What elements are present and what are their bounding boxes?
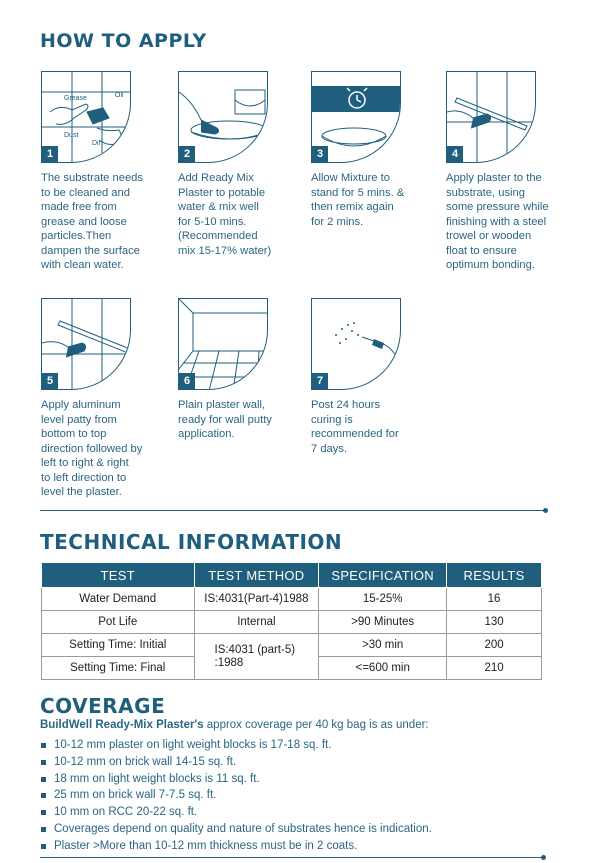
step-5 [41,298,181,500]
list-item: 18 mm on light weight blocks is 11 sq. ft. [40,771,432,788]
cell-spec: >30 min [319,634,447,657]
list-item: 10 mm on RCC 20-22 sq. ft. [40,804,432,821]
table-row [42,634,542,657]
cell-test: Setting Time: Final [42,657,195,680]
step-text: Apply aluminum level patty from bottom to top direction followed by left to right & right to left direction to level the plaster. [41,399,143,498]
cell-method: IS:4031(Part-4)1988 [194,588,319,611]
section-divider [40,510,545,511]
trowel-illustration [446,71,536,163]
cell-test: Pot Life [42,611,195,634]
step-text: The substrate needs to be cleaned and made free from grease and loose particles.Then dampen the surface with clean water. [41,172,143,271]
grease-label: Grease [64,95,87,102]
cell-test: Water Demand [42,588,195,611]
cleaning-illustration [41,71,131,163]
header-test: TEST [42,563,195,588]
table-row [42,611,542,634]
step-2 [178,71,318,258]
footer-divider [40,857,543,858]
list-item: Plaster >More than 10-12 mm thickness must be in 2 coats. [40,838,432,855]
list-item: 10-12 mm on brick wall 14-15 sq. ft. [40,754,432,771]
step-number: 5 [42,373,58,389]
step-number: 3 [312,146,328,162]
step-number: 1 [42,146,58,162]
cell-method: Internal [194,611,319,634]
cell-method-merged: IS:4031 (part-5) :1988 [194,634,319,680]
step-text: Add Ready Mix Plaster to potable water & mix well for 5-10 mins. (Recommended mix 15-17% water) [178,172,272,257]
oil-label: Oil [115,92,124,99]
cell-result: 130 [447,611,542,634]
dirt-label: Dirt [92,140,103,147]
step-text: Plain plaster wall, ready for wall putty application. [178,399,272,440]
step-7 [311,298,451,456]
curing-spray-illustration [311,298,401,390]
header-test-method: TEST METHOD [194,563,319,588]
technical-table [41,562,542,680]
dust-label: Dust [64,132,79,139]
coverage-list [40,737,432,855]
how-to-apply-title: HOW TO APPLY [40,30,207,52]
table-header-row [42,563,542,588]
coverage-intro-text: approx coverage per 40 kg bag is as under: [203,719,429,731]
plain-wall-illustration [178,298,268,390]
step-number: 6 [179,373,195,389]
cell-result: 200 [447,634,542,657]
header-results: RESULTS [447,563,542,588]
step-6 [178,298,318,442]
step-text: Allow Mixture to stand for 5 mins. & then remix again for 2 mins. [311,172,405,228]
cell-spec: >90 Minutes [319,611,447,634]
step-1 [41,71,181,273]
coverage-intro [40,719,429,731]
technical-information-title: TECHNICAL INFORMATION [40,530,343,554]
step-text: Post 24 hours curing is recommended for 7 days. [311,399,399,455]
step-number: 2 [179,146,195,162]
header-specification: SPECIFICATION [319,563,447,588]
list-item: 25 mm on brick wall 7-7.5 sq. ft. [40,787,432,804]
cell-result: 210 [447,657,542,680]
cell-spec: <=600 min [319,657,447,680]
cell-spec: 15-25% [319,588,447,611]
coverage-title: COVERAGE [40,694,166,718]
step-number: 4 [447,146,463,162]
list-item: 10-12 mm plaster on light weight blocks is 17-18 sq. ft. [40,737,432,754]
cell-result: 16 [447,588,542,611]
brand-name: BuildWell Ready-Mix Plaster's [40,719,204,731]
step-number: 7 [312,373,328,389]
cell-test: Setting Time: Initial [42,634,195,657]
alarm-illustration [311,71,401,163]
table-row [42,588,542,611]
list-item: Coverages depend on quality and nature of substrates hence is indication. [40,821,432,838]
mixing-bowl-illustration [178,71,268,163]
step-text: Apply plaster to the substrate, using some pressure while finishing with a steel trowel or wooden float to ensure optimum bonding. [446,172,549,271]
level-patty-illustration [41,298,131,390]
step-4 [446,71,586,273]
step-3 [311,71,451,229]
